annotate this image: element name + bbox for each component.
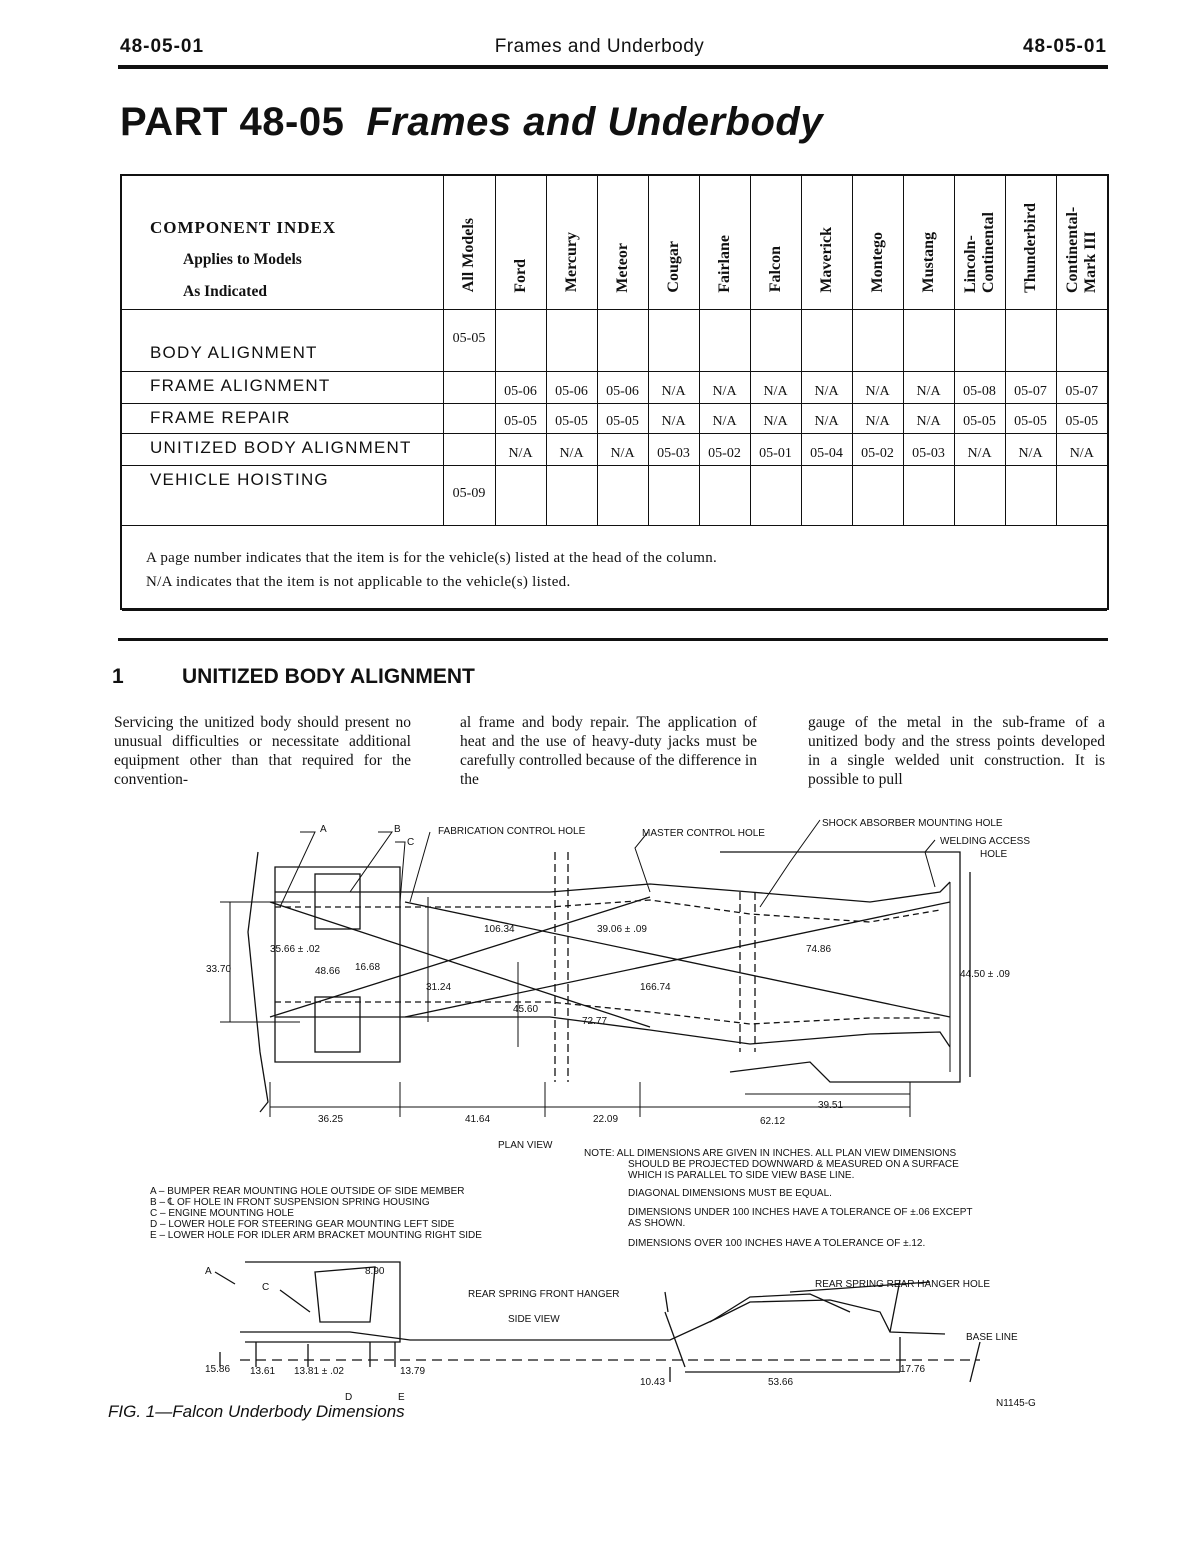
index-cell: N/A xyxy=(597,433,648,465)
index-cell xyxy=(852,465,903,525)
index-cell: N/A xyxy=(852,371,903,403)
index-cell: N/A xyxy=(852,403,903,433)
leader-a xyxy=(280,832,315,907)
index-cell: 05-05 xyxy=(1056,403,1107,433)
index-row-vehicle-hoisting xyxy=(122,465,1107,525)
rear-underbody-outline xyxy=(720,852,960,1082)
front-subframe-outline xyxy=(275,867,400,1062)
label-rear-spring-front-hanger: REAR SPRING FRONT HANGER xyxy=(468,1289,620,1300)
dim-15-86: 15.86 xyxy=(205,1364,231,1375)
side-callout-e: E xyxy=(398,1392,405,1403)
index-cell xyxy=(801,465,852,525)
index-cell xyxy=(597,465,648,525)
index-cell: 05-03 xyxy=(903,433,954,465)
model-label: All Models xyxy=(460,218,477,293)
index-cell: N/A xyxy=(801,403,852,433)
model-label: Falcon xyxy=(766,246,784,293)
underbody-figure xyxy=(110,812,1110,1422)
model-label: Montego xyxy=(868,232,886,293)
index-cell xyxy=(443,403,495,433)
model-label: Ford xyxy=(511,258,529,293)
index-cell: N/A xyxy=(648,403,699,433)
index-cell: 05-01 xyxy=(750,433,801,465)
lower-side-member xyxy=(275,1017,950,1047)
component-index-heading xyxy=(122,176,443,309)
index-cell xyxy=(1005,309,1056,371)
model-label: Thunderbird xyxy=(1021,202,1039,293)
index-cell xyxy=(648,309,699,371)
dim-8-90: 8.90 xyxy=(365,1266,385,1277)
index-cell: 05-05 xyxy=(546,403,597,433)
component-index-box xyxy=(120,174,1109,610)
label-master-control-hole: MASTER CONTROL HOLE xyxy=(642,828,765,839)
figure-note: NOTE: ALL DIMENSIONS ARE GIVEN IN INCHES. ALL PLAN VIEW DIMENSIONS xyxy=(584,1148,957,1159)
upper-side-member xyxy=(275,882,950,902)
dim-extension-lines xyxy=(270,1082,910,1117)
legend-item: A – BUMPER REAR MOUNTING HOLE OUTSIDE OF SIDE MEMBER xyxy=(150,1186,465,1197)
callout-c: C xyxy=(407,837,415,848)
side-underbody-line xyxy=(240,1300,945,1340)
model-header xyxy=(597,176,648,309)
index-cell xyxy=(750,465,801,525)
dim-31-24: 31.24 xyxy=(426,982,452,993)
index-cell: N/A xyxy=(801,371,852,403)
header-page-number-right: 48-05-01 xyxy=(1022,36,1107,57)
component-index-sub2: As Indicated xyxy=(183,283,267,300)
row-label: BODY ALIGNMENT xyxy=(122,309,443,371)
header-title: Frames and Underbody xyxy=(494,36,705,57)
index-cell: N/A xyxy=(495,433,546,465)
index-cell: 05-04 xyxy=(801,433,852,465)
figure-note: WHICH IS PARALLEL TO SIDE VIEW BASE LINE. xyxy=(628,1170,855,1181)
index-cell xyxy=(495,465,546,525)
model-label: Continental-Mark III xyxy=(1063,206,1099,293)
index-cell: 05-09 xyxy=(443,465,495,525)
index-notes xyxy=(146,546,717,594)
legend-item: B – ℄ OF HOLE IN FRONT SUSPENSION SPRING HOUSING xyxy=(150,1197,430,1208)
row-label: VEHICLE HOISTING xyxy=(122,465,443,525)
model-header xyxy=(1005,176,1056,309)
index-cell: N/A xyxy=(1005,433,1056,465)
index-cell: N/A xyxy=(1056,433,1107,465)
dim-line-33-70 xyxy=(220,902,300,1022)
dim-33-70: 33.70 xyxy=(206,964,232,975)
model-header xyxy=(954,176,1005,309)
index-cell: 05-08 xyxy=(954,371,1005,403)
dim-166-74: 166.74 xyxy=(640,982,671,993)
section-rule xyxy=(118,638,1108,641)
row-label: FRAME REPAIR xyxy=(122,403,443,433)
plan-view-labels xyxy=(206,818,1030,1151)
label-rear-spring-rear-hanger: REAR SPRING REAR HANGER HOLE xyxy=(815,1279,991,1290)
index-cell xyxy=(954,465,1005,525)
label-welding-access: WELDING ACCESS xyxy=(940,836,1031,847)
dim-36-25: 36.25 xyxy=(318,1114,344,1125)
figure-note: DIMENSIONS UNDER 100 INCHES HAVE A TOLERANCE OF ±.06 EXCEPT xyxy=(628,1207,973,1218)
index-note: N/A indicates that the item is not applicable to the vehicle(s) listed. xyxy=(146,574,571,590)
index-cell: 05-07 xyxy=(1005,371,1056,403)
legend-item: C – ENGINE MOUNTING HOLE xyxy=(150,1208,294,1219)
index-cell xyxy=(750,309,801,371)
part-name: Frames and Underbody xyxy=(366,100,824,144)
front-suspension-housing-lower xyxy=(315,997,360,1052)
dim-13-79: 13.79 xyxy=(400,1366,426,1377)
model-header xyxy=(852,176,903,309)
index-cell: 05-05 xyxy=(1005,403,1056,433)
dim-53-66: 53.66 xyxy=(768,1377,794,1388)
header-page-number-left: 48-05-01 xyxy=(120,36,205,57)
part-title xyxy=(120,100,823,145)
model-header xyxy=(546,176,597,309)
dim-13-81: 13.81 ± .02 xyxy=(294,1366,344,1377)
figure-note: DIAGONAL DIMENSIONS MUST BE EQUAL. xyxy=(628,1188,832,1199)
label-shock-absorber-hole: SHOCK ABSORBER MOUNTING HOLE xyxy=(822,818,1003,829)
model-header xyxy=(699,176,750,309)
leader-master xyxy=(635,832,650,892)
side-dim-ticks xyxy=(220,1342,395,1367)
component-index-sub1: Applies to Models xyxy=(183,251,302,268)
model-label: Maverick xyxy=(817,226,835,293)
model-label: Meteor xyxy=(613,242,631,293)
model-label: Lincoln-Continental xyxy=(961,211,997,293)
index-cell xyxy=(954,309,1005,371)
index-cell: 05-05 xyxy=(443,309,495,371)
row-label: FRAME ALIGNMENT xyxy=(122,371,443,403)
side-view-labels xyxy=(205,1266,1036,1409)
index-cell: N/A xyxy=(750,403,801,433)
index-cell xyxy=(597,309,648,371)
leader-shock xyxy=(760,820,820,907)
index-row-frame-alignment xyxy=(122,371,1107,403)
index-note: A page number indicates that the item is for the vehicle(s) listed at the head of the column. xyxy=(146,550,718,566)
index-cell xyxy=(903,309,954,371)
model-label: Cougar xyxy=(664,240,682,293)
index-cell xyxy=(546,309,597,371)
section-number: 1 xyxy=(112,665,124,688)
index-cell xyxy=(903,465,954,525)
index-cell xyxy=(443,433,495,465)
side-callout-d: D xyxy=(345,1392,353,1403)
model-header xyxy=(801,176,852,309)
side-callout-a: A xyxy=(205,1266,212,1277)
model-label: Fairlane xyxy=(715,234,733,293)
index-cell xyxy=(699,309,750,371)
index-cell: N/A xyxy=(903,371,954,403)
callout-b: B xyxy=(394,824,401,835)
index-cell: N/A xyxy=(699,403,750,433)
dim-106-34: 106.34 xyxy=(484,924,515,935)
figure-legend xyxy=(150,1186,482,1241)
index-cell: N/A xyxy=(648,371,699,403)
front-suspension-housing-upper xyxy=(315,874,360,929)
leader-welding xyxy=(925,840,935,887)
part-number: PART 48-05 xyxy=(120,100,345,144)
index-cell xyxy=(495,309,546,371)
dim-16-68: 16.68 xyxy=(355,962,381,973)
index-cell: N/A xyxy=(699,371,750,403)
model-header xyxy=(443,176,495,309)
figure-note: DIMENSIONS OVER 100 INCHES HAVE A TOLERANCE OF ±.12. xyxy=(628,1238,926,1249)
label-welding-hole: HOLE xyxy=(980,849,1008,860)
front-diagonals xyxy=(270,897,650,1027)
component-index-title: COMPONENT INDEX xyxy=(150,218,337,237)
dim-62-12: 62.12 xyxy=(760,1116,786,1127)
figure-notes xyxy=(584,1148,972,1249)
index-row-unitized-body-alignment xyxy=(122,433,1107,465)
dim-39-51: 39.51 xyxy=(818,1100,844,1111)
leader-b xyxy=(350,832,392,892)
index-cell: N/A xyxy=(546,433,597,465)
index-row-body-alignment xyxy=(122,309,1107,371)
figure-note: AS SHOWN. xyxy=(628,1218,686,1229)
index-cell: 05-05 xyxy=(597,403,648,433)
index-cell: 05-02 xyxy=(699,433,750,465)
dim-44-50: 44.50 ± .09 xyxy=(960,969,1010,980)
legend-item: D – LOWER HOLE FOR STEERING GEAR MOUNTING LEFT SIDE xyxy=(150,1219,455,1230)
index-cell xyxy=(801,309,852,371)
dim-48-66: 48.66 xyxy=(315,966,341,977)
index-cell xyxy=(852,309,903,371)
dim-10-43: 10.43 xyxy=(640,1377,666,1388)
dim-22-09: 22.09 xyxy=(593,1114,619,1125)
label-fabrication-control-hole: FABRICATION CONTROL HOLE xyxy=(438,826,586,837)
index-cell xyxy=(699,465,750,525)
dim-39-06: 39.06 ± .09 xyxy=(597,924,647,935)
label-plan-view: PLAN VIEW xyxy=(498,1140,553,1151)
index-cell: 05-06 xyxy=(597,371,648,403)
dim-35-66: 35.66 ± .02 xyxy=(270,944,320,955)
row-label: UNITIZED BODY ALIGNMENT xyxy=(122,433,443,465)
callout-a: A xyxy=(320,824,327,835)
index-cell: 05-06 xyxy=(546,371,597,403)
model-header xyxy=(750,176,801,309)
index-cell: N/A xyxy=(750,371,801,403)
label-base-line: BASE LINE xyxy=(966,1332,1018,1343)
index-cell xyxy=(1056,465,1107,525)
dim-74-86: 74.86 xyxy=(806,944,832,955)
index-cell: 05-03 xyxy=(648,433,699,465)
index-cell: 05-07 xyxy=(1056,371,1107,403)
body-text-column-3: gauge of the metal in the sub-frame of a unitized body and the stress points developed in a single welded unit construction. It is possible to pull xyxy=(808,714,1105,788)
plan-view-drawing xyxy=(248,852,970,1112)
dim-17-76: 17.76 xyxy=(900,1364,926,1375)
figure-note: SHOULD BE PROJECTED DOWNWARD & MEASURED ON A SURFACE xyxy=(628,1159,959,1170)
index-cell xyxy=(648,465,699,525)
rear-crossmember xyxy=(740,892,755,1052)
index-cell xyxy=(443,371,495,403)
dim-45-60: 45.60 xyxy=(513,1004,539,1015)
long-diagonals xyxy=(405,902,950,1017)
legend-item: E – LOWER HOLE FOR IDLER ARM BRACKET MOUNTING RIGHT SIDE xyxy=(150,1230,482,1241)
index-cell: 05-02 xyxy=(852,433,903,465)
model-header xyxy=(1056,176,1107,309)
body-text-column-2: al frame and body repair. The application of heat and the use of heavy-duty jacks must be carefully controlled because of the difference in the xyxy=(460,714,757,788)
index-cell xyxy=(1005,465,1056,525)
body-text-column-1: Servicing the unitized body should present no unusual difficulties or necessitate additional equipment other than that required for the convention- xyxy=(114,714,411,788)
dim-41-64: 41.64 xyxy=(465,1114,491,1125)
model-label: Mustang xyxy=(919,232,937,293)
front-bumper-outline xyxy=(248,852,268,1112)
dim-13-61: 13.61 xyxy=(250,1366,276,1377)
side-callout-c: C xyxy=(262,1282,270,1293)
model-header xyxy=(495,176,546,309)
index-cell: N/A xyxy=(903,403,954,433)
crossmember xyxy=(555,852,568,1082)
index-cell: 05-05 xyxy=(495,403,546,433)
index-cell xyxy=(546,465,597,525)
dim-72-77: 72.77 xyxy=(582,1016,608,1027)
callout-leaders xyxy=(280,820,935,907)
figure-code: N1145-G xyxy=(996,1398,1036,1409)
index-row-frame-repair xyxy=(122,403,1107,433)
label-side-view: SIDE VIEW xyxy=(508,1314,560,1325)
index-cell: 05-06 xyxy=(495,371,546,403)
index-cell: N/A xyxy=(954,433,1005,465)
index-cell: 05-05 xyxy=(954,403,1005,433)
section-title: UNITIZED BODY ALIGNMENT xyxy=(182,665,475,688)
header-rule xyxy=(118,65,1108,69)
index-cell xyxy=(1056,309,1107,371)
model-header xyxy=(648,176,699,309)
figure-caption: FIG. 1—Falcon Underbody Dimensions xyxy=(108,1402,405,1421)
model-header xyxy=(903,176,954,309)
model-label: Mercury xyxy=(562,232,580,293)
